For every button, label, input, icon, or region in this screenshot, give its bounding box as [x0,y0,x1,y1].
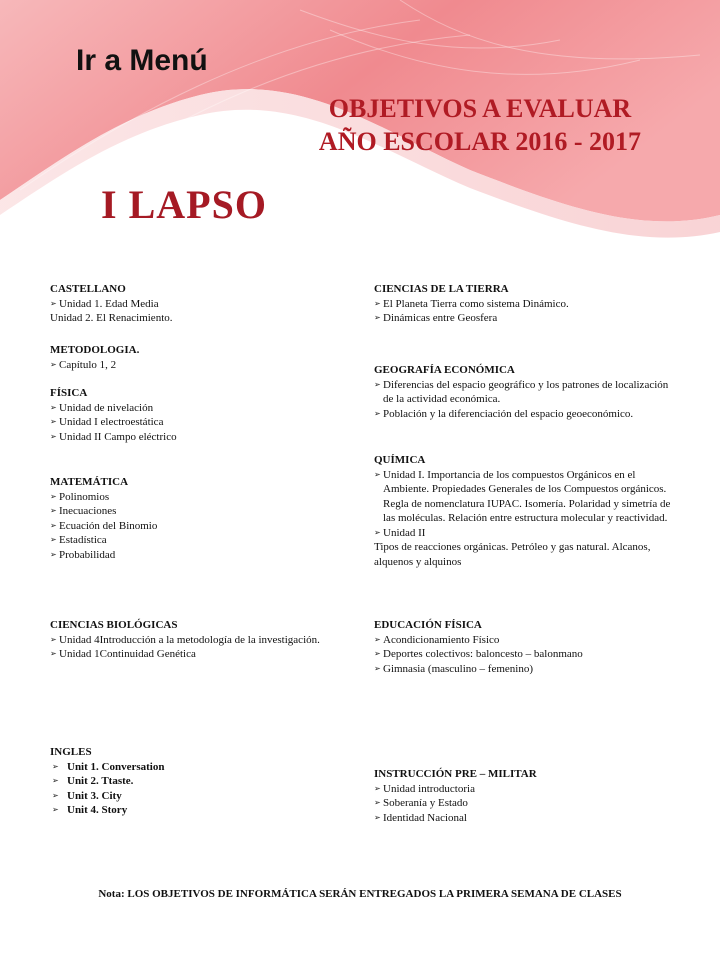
list-item: ➢ Estadística [50,533,157,548]
list-item: ➢ Soberanía y Estado [374,796,684,811]
list-item: ➢ Unidad II Campo eléctrico [50,430,177,445]
section-quimica [374,453,680,569]
lapso-heading: I LAPSO [101,182,267,227]
footer-note: Nota: LOS OBJETIVOS DE INFORMÁTICA SERÁN ENTREGADOS LA PRIMERA SEMANA DE CLASES [98,888,622,900]
list-item: ➢ Gimnasia (masculino – femenino) [374,662,684,677]
list-item: ➢ Dinámicas entre Geosfera [374,311,684,326]
section-ciencias-biologicas [50,618,360,662]
list-item: ➢ Unidad I. Importancia de los compuestos Orgánicos en el Ambiente. Propiedades Generales de los Compuestos orgánicos. Regla de nomenclatura IUPAC. Isomería. Polaridad y simetría de las moléculas. Relación entre estructura molecular y reactividad. [374,468,680,526]
section-castellano [50,282,173,326]
list-item: ➢ Unidad introductoria [374,782,684,797]
list-item: ➢ El Planeta Tierra como sistema Dinámico. [374,297,684,312]
list-item: ➢ Unidad 1Continuidad Genética [50,647,360,662]
list-item: ➢ Unit 2. Ttaste. [50,774,164,789]
section-heading: EDUCACIÓN FÍSICA [374,619,482,631]
list-item: ➢ Unidad de nivelación [50,401,177,416]
section-heading: INGLES [50,746,92,758]
section-educacion-fisica [374,618,684,676]
list-item: ➢ Unidad I electroestática [50,415,177,430]
list-item: Unidad 2. El Renacimiento. [50,312,173,324]
section-ciencias-de-la-tierra [374,282,684,326]
section-heading: FÍSICA [50,387,88,399]
list-item: ➢ Acondicionamiento Físico [374,633,684,648]
title-line-2: AÑO ESCOLAR 2016 - 2017 [318,127,642,156]
section-heading: INSTRUCCIÓN PRE – MILITAR [374,768,537,780]
list-item: ➢ Probabilidad [50,548,157,563]
list-item: ➢ Unit 4. Story [50,803,164,818]
list-item: ➢ Identidad Nacional [374,811,684,826]
list-item: ➢ Deportes colectivos: baloncesto – balonmano [374,647,684,662]
list-item: ➢ Polinomios [50,490,157,505]
list-item: ➢ Unit 3. City [50,789,164,804]
section-geografia-economica [374,363,674,421]
section-fisica [50,386,177,444]
list-item: ➢ Unidad 4Introducción a la metodología de la investigación. [50,633,360,648]
list-item: ➢ Población y la diferenciación del espacio geoeconómico. [374,407,674,422]
list-item: ➢ Inecuaciones [50,504,157,519]
section-heading: MATEMÁTICA [50,476,129,488]
list-item: ➢ Diferencias del espacio geográfico y los patrones de localización de la actividad económica. [374,378,674,407]
page-title [300,92,660,158]
section-metodologia [50,343,139,372]
list-item: ➢ Unit 1. Conversation [50,760,164,775]
title-line-1: OBJETIVOS A EVALUAR [328,94,632,123]
section-instruccion-pre-militar [374,767,684,825]
list-item: ➢ Ecuación del Binomio [50,519,157,534]
list-item: ➢ Capítulo 1, 2 [50,358,139,373]
section-heading: QUÍMICA [374,454,426,466]
list-item: ➢ Unidad 1. Edad Media [50,297,173,312]
section-heading: METODOLOGIA. [50,344,140,356]
list-item: ➢ Unidad II [374,526,680,541]
section-matematica [50,475,157,562]
section-heading: CIENCIAS BIOLÓGICAS [50,619,178,631]
section-heading: CASTELLANO [50,283,126,295]
list-item: Tipos de reacciones orgánicas. Petróleo y gas natural. Alcanos, alquenos y alquinos [374,541,651,568]
section-ingles [50,745,164,818]
section-heading: CIENCIAS DE LA TIERRA [374,283,509,295]
section-heading: GEOGRAFÍA ECONÓMICA [374,364,515,376]
go-to-menu-link[interactable]: Ir a Menú [76,44,208,77]
